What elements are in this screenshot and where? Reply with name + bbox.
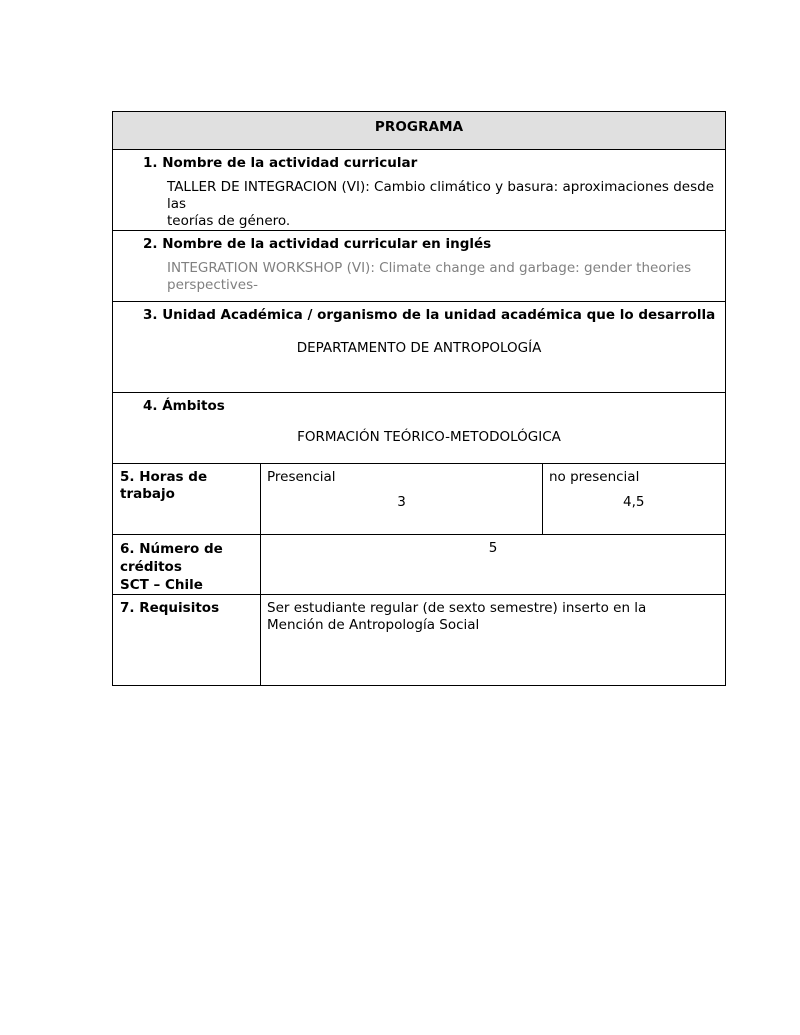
program-table bbox=[112, 111, 726, 686]
section-4-value: FORMACIÓN TEÓRICO-METODOLÓGICA bbox=[297, 429, 561, 445]
section-1-value-line1: TALLER DE INTEGRACION (VI): Cambio climático y basura: aproximaciones desde las bbox=[167, 179, 715, 212]
section-7-row bbox=[113, 595, 726, 686]
section-3-value: DEPARTAMENTO DE ANTROPOLOGÍA bbox=[296, 340, 542, 356]
section-3-cell bbox=[113, 302, 726, 393]
section-6-label-line2: créditos bbox=[120, 559, 182, 575]
program-title: PROGRAMA bbox=[374, 119, 464, 135]
no-presencial-cell bbox=[543, 464, 726, 535]
section-2-row bbox=[113, 231, 726, 302]
section-3-title: 3. Unidad Académica / organismo de la unidad académica que lo desarrolla bbox=[143, 307, 716, 323]
presencial-cell bbox=[261, 464, 543, 535]
section-2-value-line1: INTEGRATION WORKSHOP (VI): Climate change and garbage: gender theories bbox=[167, 260, 692, 276]
section-6-label bbox=[113, 535, 260, 594]
section-7-label-cell bbox=[113, 595, 261, 686]
presencial-value: 3 bbox=[397, 494, 406, 510]
section-6-value-cell bbox=[261, 535, 726, 595]
presencial-label: Presencial bbox=[267, 469, 336, 485]
section-1-cell bbox=[113, 150, 726, 231]
section-3-row bbox=[113, 302, 726, 393]
header-row bbox=[113, 112, 726, 150]
section-1-title: 1. Nombre de la actividad curricular bbox=[143, 155, 418, 171]
section-4-row bbox=[113, 393, 726, 464]
section-5-label-line1: 5. Horas de bbox=[120, 469, 208, 485]
section-6-label-cell bbox=[113, 535, 261, 595]
no-presencial-label: no presencial bbox=[549, 469, 640, 485]
section-7-label: 7. Requisitos bbox=[120, 600, 220, 616]
header-cell bbox=[113, 112, 726, 150]
section-5-label-cell bbox=[113, 464, 261, 535]
section-7-value-line2: Mención de Antropología Social bbox=[267, 617, 480, 633]
section-4-title: 4. Ámbitos bbox=[143, 398, 225, 414]
section-4-cell bbox=[113, 393, 726, 464]
section-7-value-cell bbox=[261, 595, 726, 686]
section-7-value bbox=[261, 595, 725, 634]
section-5-row bbox=[113, 464, 726, 535]
section-1-row bbox=[113, 150, 726, 231]
section-6-label-line1: 6. Número de bbox=[120, 541, 223, 557]
section-2-value-line2: perspectives- bbox=[167, 277, 258, 293]
section-7-value-line1: Ser estudiante regular (de sexto semestre) inserto en la bbox=[267, 600, 647, 616]
no-presencial-value: 4,5 bbox=[623, 494, 645, 510]
section-6-row bbox=[113, 535, 726, 595]
section-6-label-line3: SCT – Chile bbox=[120, 577, 203, 593]
section-5-label-line2: trabajo bbox=[120, 486, 175, 502]
section-1-value-line2: teorías de género. bbox=[167, 213, 291, 229]
section-2-cell bbox=[113, 231, 726, 302]
section-5-label bbox=[113, 464, 260, 503]
section-1-value bbox=[167, 179, 715, 230]
section-2-value bbox=[167, 260, 715, 294]
section-2-title: 2. Nombre de la actividad curricular en inglés bbox=[143, 236, 492, 252]
section-6-value: 5 bbox=[488, 540, 498, 556]
